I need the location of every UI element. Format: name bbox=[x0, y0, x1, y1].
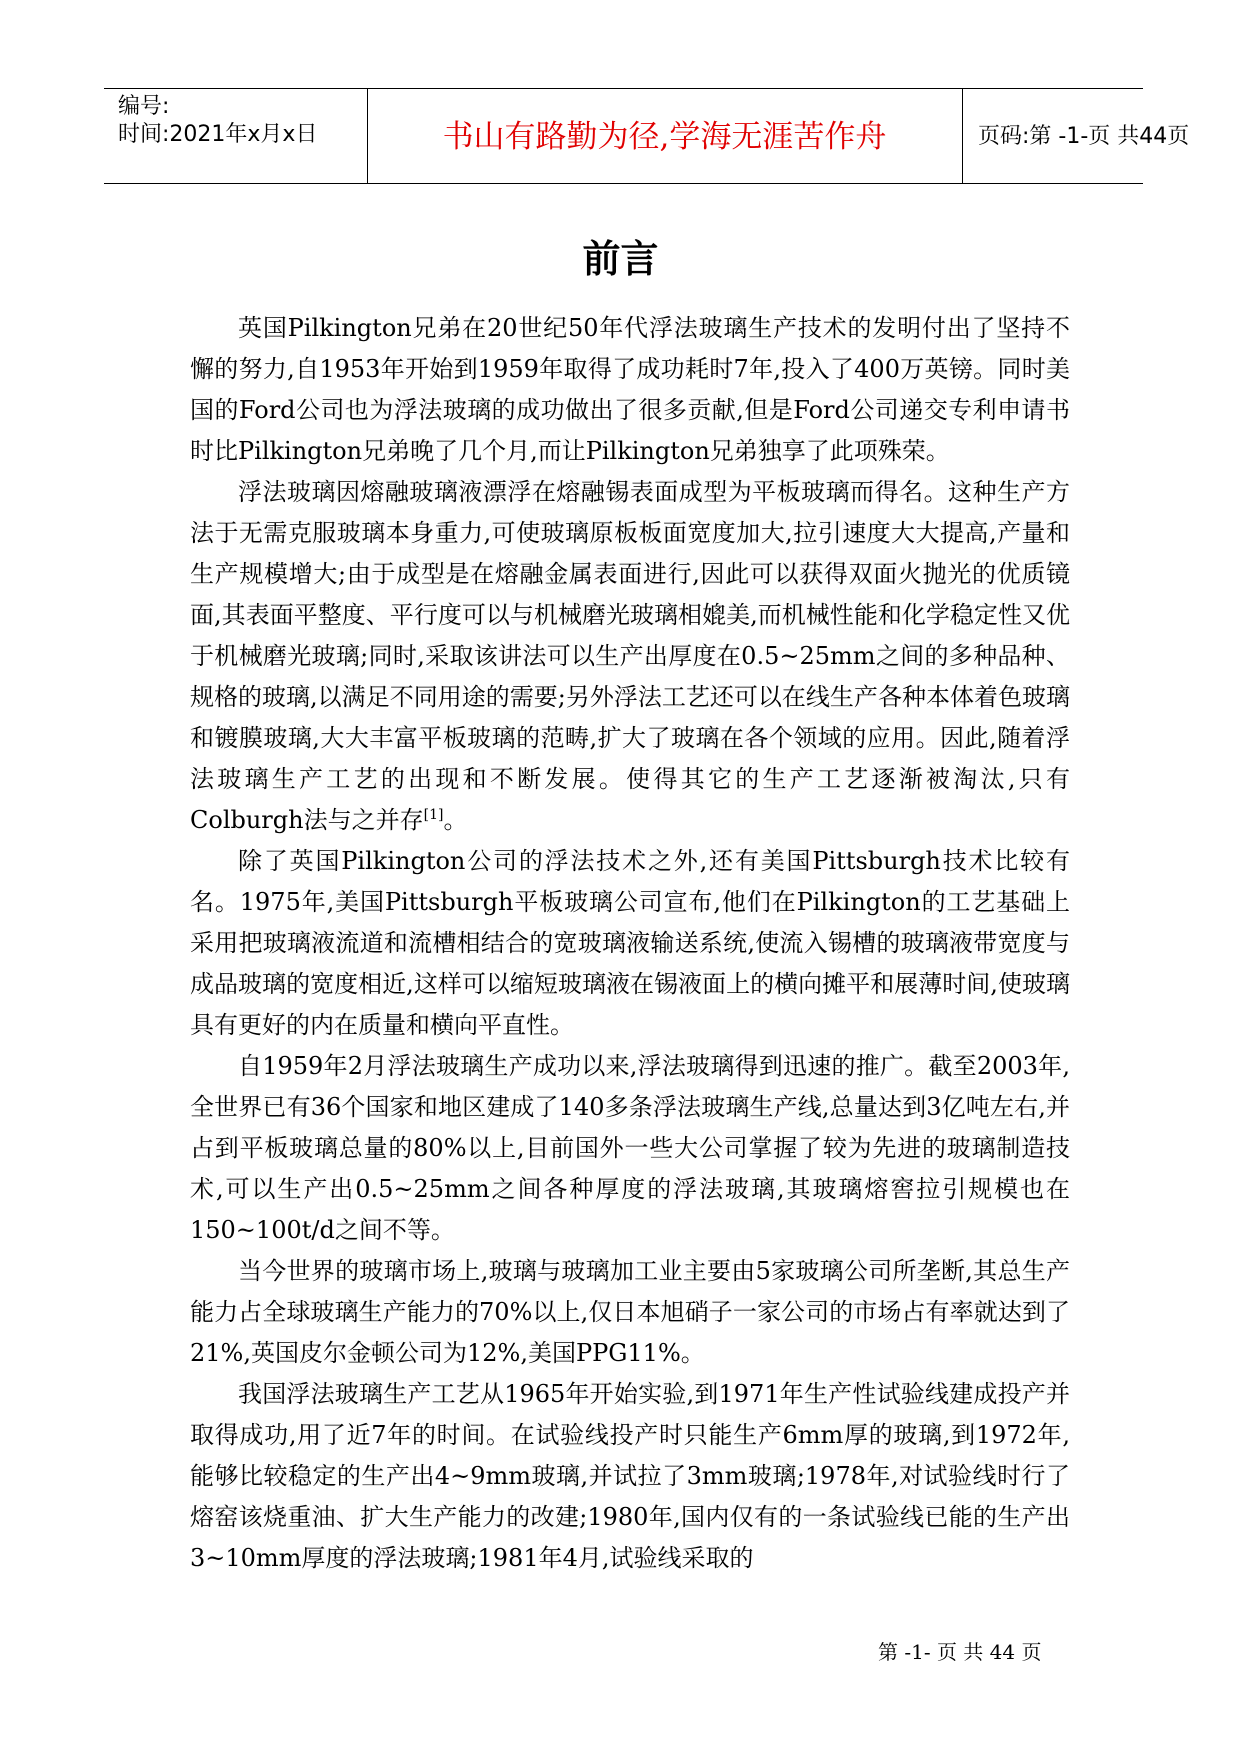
document-number-label: 编号: bbox=[118, 94, 170, 119]
paragraph-2 bbox=[190, 472, 1070, 841]
header-motto-cell bbox=[367, 89, 963, 183]
citation-ref: [1] bbox=[423, 807, 444, 823]
page-header bbox=[104, 88, 1190, 184]
paragraph-4: 自1959年2月浮法玻璃生产成功以来,浮法玻璃得到迅速的推广。截至2003年,全世界已有36个国家和地区建成了140多条浮法玻璃生产线,总量达到3亿吨左右,并占到平板玻璃总量的80%以上,目前国外一些大公司掌握了较为先进的玻璃制造技术,可以生产出0.5~25mm之间各种厚度的浮法玻璃,其玻璃熔窖拉引规模也在150~100t/d之间不等。 bbox=[190, 1052, 1070, 1244]
document-time-label: 时间:2021年x月x日 bbox=[118, 122, 318, 147]
paragraph-3: 除了英国Pilkington公司的浮法技术之外,还有美国Pittsburgh技术比较有名。1975年,美国Pittsburgh平板玻璃公司宣布,他们在Pilkington的工艺基础上采用把玻璃液流道和流槽相结合的宽玻璃液输送系统,使流入锡槽的玻璃液带宽度与成品玻璃的宽度相近,这样可以缩短玻璃液在锡液面上的横向摊平和展薄时间,使玻璃具有更好的内在质量和横向平直性。 bbox=[190, 847, 1070, 1039]
paragraph-5: 当今世界的玻璃市场上,玻璃与玻璃加工业主要由5家玻璃公司所垄断,其总生产能力占全球玻璃生产能力的70%以上,仅日本旭硝子一家公司的市场占有率就达到了21%,英国皮尔金顿公司为12%,美国PPG11%。 bbox=[190, 1257, 1070, 1367]
paragraph-1: 英国Pilkington兄弟在20世纪50年代浮法玻璃生产技术的发明付出了坚持不懈的努力,自1953年开始到1959年取得了成功耗时7年,投入了400万英镑。同时美国的Ford公司也为浮法玻璃的成功做出了很多贡献,但是Ford公司递交专利申请书时比Pilkington兄弟晚了几个月,而让Pilkington兄弟独享了此项殊荣。 bbox=[190, 314, 1070, 465]
page-title: 前言 bbox=[582, 237, 659, 281]
page-code-label: 页码:第 -1-页 共44页 bbox=[978, 124, 1190, 149]
header-meta-cell bbox=[104, 89, 368, 183]
header-page-cell bbox=[964, 89, 1190, 183]
paragraph-2-tail: 。 bbox=[443, 806, 468, 834]
paragraph-2-text: 浮法玻璃因熔融玻璃液漂浮在熔融锡表面成型为平板玻璃而得名。这种生产方法于无需克服玻璃本身重力,可使玻璃原板板面宽度加大,拉引速度大大提高,产量和生产规模增大;由于成型是在熔融金属表面进行,因此可以获得双面火抛光的优质镜面,其表面平整度、平行度可以与机械磨光玻璃相媲美,而机械性能和化学稳定性又优于机械磨光玻璃;同时,采取该讲法可以生产出厚度在0.5~25mm之间的多种品种、规格的玻璃,以满足不同用途的需要;另外浮法工艺还可以在线生产各种本体着色玻璃和镀膜玻璃,大大丰富平板玻璃的范畴,扩大了玻璃在各个领域的应用。因此,随着浮法玻璃生产工艺的出现和不断发展。使得其它的生产工艺逐渐被淘汰,只有Colburgh法与之并存 bbox=[190, 478, 1070, 834]
page-footer: 第 -1- 页 共 44 页 bbox=[878, 1640, 1042, 1664]
paragraph-6: 我国浮法玻璃生产工艺从1965年开始实验,到1971年生产性试验线建成投产并取得成功,用了近7年的时间。在试验线投产时只能生产6mm厚的玻璃,到1972年,能够比较稳定的生产出4~9mm玻璃,并试拉了3mm玻璃;1978年,对试验线时行了熔窑该烧重油、扩大生产能力的改建;1980年,国内仅有的一条试验线已能的生产出3~10mm厚度的浮法玻璃;1981年4月,试验线采取的 bbox=[190, 1380, 1070, 1572]
motto-text: 书山有路勤为径,学海无涯苦作舟 bbox=[442, 119, 887, 155]
document-body bbox=[190, 308, 1070, 1579]
